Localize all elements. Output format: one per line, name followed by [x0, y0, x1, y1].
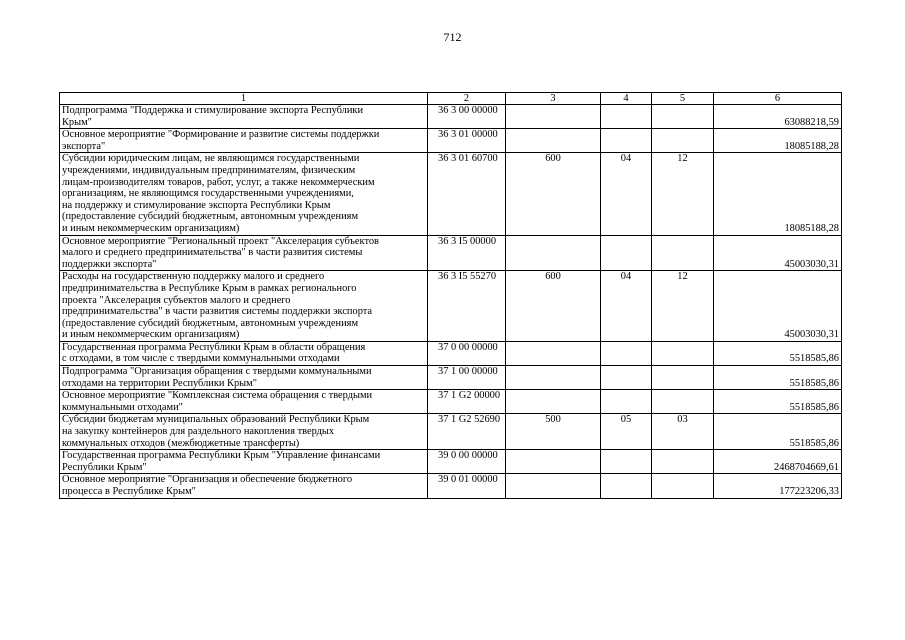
row-code-cell: 36 3 00 00000: [428, 105, 506, 129]
row-section-cell: [601, 105, 652, 129]
row-amount-cell: 177223206,33: [714, 474, 842, 498]
row-subsection-cell: [652, 105, 714, 129]
table-row: [60, 341, 842, 365]
row-name-cell: Основное мероприятие "Региональный проект "Акселерация субъектов малого и среднего предпринимательства" в части развития системы поддержки экспорта": [60, 235, 428, 271]
table-row: [60, 366, 842, 390]
row-name-cell: Подпрограмма "Организация обращения с твердыми коммунальными отходами на территории Республики Крым": [60, 366, 428, 390]
row-expense-type-cell: [506, 390, 601, 414]
row-subsection-cell: [652, 450, 714, 474]
table-row: [60, 450, 842, 474]
row-subsection-cell: [652, 341, 714, 365]
row-code-cell: 39 0 00 00000: [428, 450, 506, 474]
row-amount-cell: 5518585,86: [714, 366, 842, 390]
table-row: [60, 129, 842, 153]
row-amount-cell: 45003030,31: [714, 271, 842, 342]
row-section-cell: 04: [601, 271, 652, 342]
row-expense-type-cell: 600: [506, 153, 601, 235]
table-row: [60, 474, 842, 498]
row-amount-cell: 5518585,86: [714, 341, 842, 365]
row-name-cell: Расходы на государственную поддержку малого и среднего предпринимательства в Республике Крым в рамках регионального проекта "Акселерация субъектов малого и среднего предпринимательства" в части развития системы поддержки экспорта (предоставление субсидий бюджетным, автономным учреждениям и иным некоммерческим организациям): [60, 271, 428, 342]
row-name-cell: Государственная программа Республики Крым "Управление финансами Республики Крым": [60, 450, 428, 474]
row-subsection-cell: 03: [652, 414, 714, 450]
row-amount-cell: 5518585,86: [714, 414, 842, 450]
header-cell-2: 2: [428, 93, 506, 105]
row-code-cell: 37 1 00 00000: [428, 366, 506, 390]
row-amount-cell: 18085188,28: [714, 153, 842, 235]
page-number: 712: [443, 30, 462, 44]
row-code-cell: 36 3 I5 55270: [428, 271, 506, 342]
row-expense-type-cell: 500: [506, 414, 601, 450]
table-header-row: [60, 93, 842, 105]
row-section-cell: [601, 390, 652, 414]
row-section-cell: 04: [601, 153, 652, 235]
row-subsection-cell: [652, 366, 714, 390]
row-subsection-cell: 12: [652, 153, 714, 235]
row-subsection-cell: [652, 235, 714, 271]
table-row: [60, 105, 842, 129]
row-section-cell: [601, 341, 652, 365]
row-subsection-cell: [652, 390, 714, 414]
header-cell-4: 4: [601, 93, 652, 105]
row-section-cell: [601, 366, 652, 390]
row-code-cell: 39 0 01 00000: [428, 474, 506, 498]
row-section-cell: [601, 235, 652, 271]
budget-table-body: [60, 93, 842, 499]
row-name-cell: Основное мероприятие "Формирование и развитие системы поддержки экспорта": [60, 129, 428, 153]
row-expense-type-cell: [506, 366, 601, 390]
row-name-cell: Субсидии бюджетам муниципальных образований Республики Крым на закупку контейнеров для раздельного накопления твердых коммунальных отходов (межбюджетные трансферты): [60, 414, 428, 450]
row-name-cell: Государственная программа Республики Крым в области обращения с отходами, в том числе с твердыми коммунальными отходами: [60, 341, 428, 365]
row-code-cell: 36 3 01 00000: [428, 129, 506, 153]
budget-table: [59, 92, 842, 499]
row-name-cell: Субсидии юридическим лицам, не являющимся государственными учреждениями, индивидуальным предпринимателям, физическим лицам-производителям товаров, работ, услуг, а также некоммерческим организациям, не являющимся государственными учреждениями, на поддержку и стимулирование экспорта Республики Крым (предоставление субсидий бюджетным, автономным учреждениям и иным некоммерческим организациям): [60, 153, 428, 235]
row-amount-cell: 45003030,31: [714, 235, 842, 271]
row-amount-cell: 63088218,59: [714, 105, 842, 129]
row-name-cell: Подпрограмма "Поддержка и стимулирование экспорта Республики Крым": [60, 105, 428, 129]
row-expense-type-cell: 600: [506, 271, 601, 342]
header-cell-6: 6: [714, 93, 842, 105]
row-amount-cell: 18085188,28: [714, 129, 842, 153]
row-amount-cell: 5518585,86: [714, 390, 842, 414]
row-name-cell: Основное мероприятие "Комплексная система обращения с твердыми коммунальными отходами": [60, 390, 428, 414]
table-row: [60, 414, 842, 450]
row-code-cell: 36 3 01 60700: [428, 153, 506, 235]
row-code-cell: 37 0 00 00000: [428, 341, 506, 365]
row-section-cell: 05: [601, 414, 652, 450]
row-code-cell: 37 1 G2 00000: [428, 390, 506, 414]
row-expense-type-cell: [506, 341, 601, 365]
row-subsection-cell: [652, 129, 714, 153]
row-expense-type-cell: [506, 235, 601, 271]
row-name-cell: Основное мероприятие "Организация и обеспечение бюджетного процесса в Республике Крым": [60, 474, 428, 498]
row-code-cell: 37 1 G2 52690: [428, 414, 506, 450]
header-cell-3: 3: [506, 93, 601, 105]
table-row: [60, 235, 842, 271]
row-subsection-cell: 12: [652, 271, 714, 342]
row-section-cell: [601, 474, 652, 498]
row-subsection-cell: [652, 474, 714, 498]
row-expense-type-cell: [506, 105, 601, 129]
table-row: [60, 153, 842, 235]
header-cell-1: 1: [60, 93, 428, 105]
row-expense-type-cell: [506, 474, 601, 498]
table-row: [60, 271, 842, 342]
row-section-cell: [601, 129, 652, 153]
header-cell-5: 5: [652, 93, 714, 105]
row-amount-cell: 2468704669,61: [714, 450, 842, 474]
row-section-cell: [601, 450, 652, 474]
row-expense-type-cell: [506, 450, 601, 474]
row-code-cell: 36 3 I5 00000: [428, 235, 506, 271]
table-row: [60, 390, 842, 414]
row-expense-type-cell: [506, 129, 601, 153]
